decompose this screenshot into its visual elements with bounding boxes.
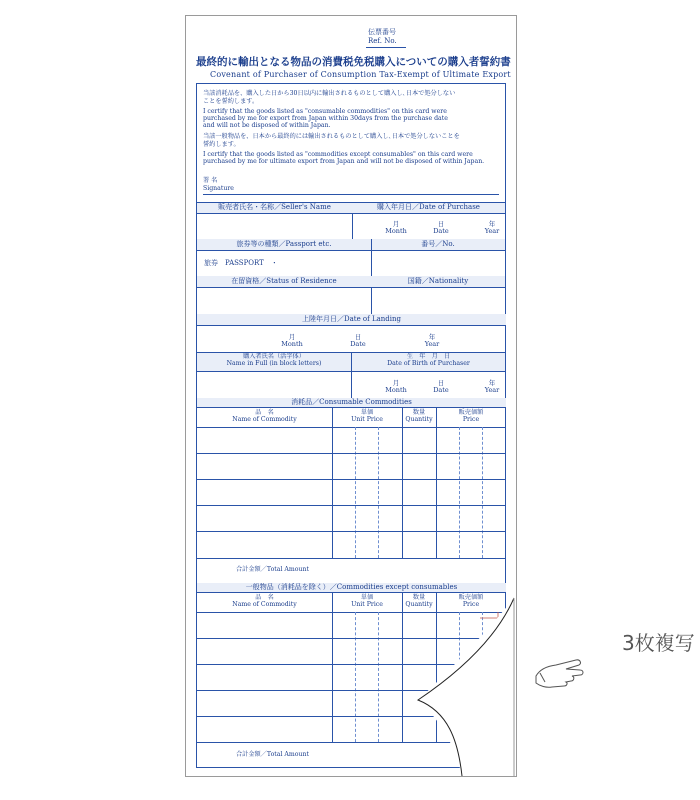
general-total-label: 合計金額／Total Amount — [236, 751, 309, 758]
consumables-header: 消耗品／Consumable Commodities — [197, 398, 506, 407]
signature-label-en: Signature — [203, 185, 234, 192]
purchase-date-header: 購入年月日／Date of Purchase — [352, 202, 505, 213]
form-title-jp: 最終的に輸出となる物品の消費税免税購入についての購入者誓約書 — [196, 56, 511, 68]
pointing-hand-icon — [536, 660, 583, 687]
landing-date-label: Date — [350, 340, 366, 348]
purchase-month-label: Month — [385, 227, 407, 235]
landing-year-jp: 年 — [428, 333, 436, 341]
landing-date-jp: 日 — [354, 333, 362, 341]
consumables-col-price: 販売価額 Price — [458, 409, 484, 423]
consumables-col-unit-price: 単価 Unit Price — [351, 409, 383, 423]
birth-date-jp: 生 年 月 日 — [406, 353, 451, 360]
birth-month-jp: 月 — [392, 379, 400, 387]
passport-type-header: 旅券等の種類／Passport etc. — [197, 239, 371, 250]
signature-label-jp: 署 名 — [203, 177, 218, 184]
ref-no-label-en: Ref. No. — [368, 37, 397, 45]
general-col-quantity: 数量 Quantity — [405, 594, 433, 608]
birth-month-label: Month — [385, 386, 407, 394]
covenant-1-en-3: and will not be disposed of within Japan. — [203, 122, 331, 129]
covenant-2-en-1: I certify that the goods listed as "commodities except consumables" on this card were — [203, 151, 473, 158]
general-col-unit-price: 単価 Unit Price — [351, 594, 383, 608]
form-title-en: Covenant of Purchaser of Consumption Tax-Exempt of Ultimate Export — [210, 70, 511, 79]
general-commodities-header: 一般物品（消耗品を除く）／Commodities except consumables — [197, 583, 506, 592]
purchaser-name-jp: 購入者氏名（活字体） — [243, 353, 305, 360]
birth-date-jp-mark: 日 — [437, 379, 445, 387]
passport-type-value: 旅券 PASSPORT ・ — [204, 259, 278, 267]
purchase-date-label: Date — [433, 227, 449, 235]
birth-date-label: Date — [433, 386, 449, 394]
birth-year-label: Year — [484, 386, 500, 394]
covenant-2-jp-2: 誓約します。 — [203, 141, 240, 148]
general-col-name: 品 名 Name of Commodity — [232, 594, 297, 608]
ref-no-label-jp: 伝票番号 — [368, 28, 396, 36]
consumables-col-name: 品 名 Name of Commodity — [232, 409, 297, 423]
birth-year-jp: 年 — [488, 379, 496, 387]
three-copy-note: 3枚複写 — [622, 631, 695, 655]
nationality-header: 国籍／Nationality — [371, 276, 505, 287]
residence-status-header: 在留資格／Status of Residence — [197, 276, 371, 287]
purchase-year-label: Year — [484, 227, 500, 235]
landing-month-label: Month — [281, 340, 303, 348]
purchase-date-jp: 日 — [437, 220, 445, 228]
general-col-price: 販売価額 Price — [458, 594, 484, 608]
landing-date-header: 上陸年月日／Date of Landing — [197, 314, 506, 325]
covenant-2-en-2: purchased by me for ultimate export from Japan and will not be disposed of within Japan. — [203, 158, 485, 165]
covenant-1-en-2: purchased by me for export from Japan within 30days from the purchase date — [203, 115, 448, 122]
landing-year-label: Year — [424, 340, 440, 348]
purchaser-name-en: Name in Full (in block letters) — [226, 360, 322, 367]
covenant-1-en-1: I certify that the goods listed as "consumable commodities" on this card were — [203, 108, 447, 115]
covenant-2-jp: 当該一般物品を、日本から最終的には輸出されるものとして購入し､日本で処分しないことを — [203, 133, 460, 140]
purchase-month-jp: 月 — [392, 220, 400, 228]
seller-name-header: 販売者氏名・名称／Seller's Name — [197, 202, 352, 213]
consumables-total-label: 合計金額／Total Amount — [236, 566, 309, 573]
covenant-1-jp-2: ことを誓約します。 — [203, 98, 259, 105]
covenant-1-jp: 当該消耗品を、購入した日から30日以内に輸出されるものとして購入し､日本で処分しない — [203, 90, 456, 97]
landing-month-jp: 月 — [288, 333, 296, 341]
consumables-col-quantity: 数量 Quantity — [405, 409, 433, 423]
passport-no-header: 番号／No. — [371, 239, 505, 250]
birth-date-en: Date of Birth of Purchaser — [387, 360, 470, 367]
purchase-year-jp: 年 — [488, 220, 496, 228]
